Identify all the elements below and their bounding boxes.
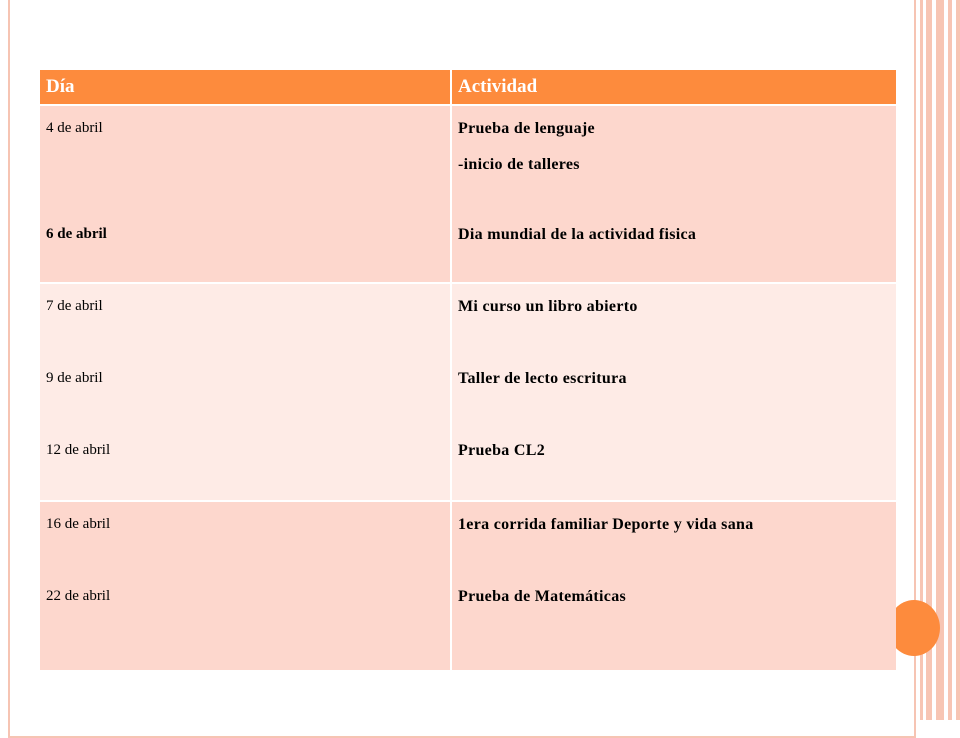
header-activity: Actividad (451, 70, 896, 105)
activity-cell (451, 501, 896, 671)
activity-entry: Prueba CL2 (458, 442, 545, 459)
activity-cell (451, 283, 896, 501)
schedule-table (40, 70, 896, 672)
day-entry: 6 de abril (46, 226, 107, 242)
day-cell (40, 501, 451, 671)
activity-entry: Prueba de Matemáticas (458, 588, 627, 605)
activity-entry: Taller de lecto escritura (458, 370, 627, 387)
day-cell (40, 105, 451, 283)
table-row (40, 283, 896, 501)
day-entry: 12 de abril (46, 442, 111, 458)
activity-entry: 1era corrida familiar Deporte y vida sana (458, 516, 754, 533)
day-entry: 9 de abril (46, 370, 103, 386)
table-row (40, 501, 896, 671)
activity-entry: -inicio de talleres (458, 156, 580, 173)
activity-entry: Mi curso un libro abierto (458, 298, 638, 315)
day-entry: 16 de abril (46, 516, 111, 532)
activity-cell (451, 105, 896, 283)
day-entry: 7 de abril (46, 298, 103, 314)
table-row (40, 105, 896, 283)
header-day: Día (40, 70, 451, 105)
day-cell (40, 283, 451, 501)
day-entry: 4 de abril (46, 120, 103, 136)
day-entry: 22 de abril (46, 588, 111, 604)
activity-entry: Dia mundial de la actividad fisica (458, 226, 697, 243)
activity-entry: Prueba de lenguaje (458, 120, 595, 137)
table-header-row (40, 70, 896, 105)
